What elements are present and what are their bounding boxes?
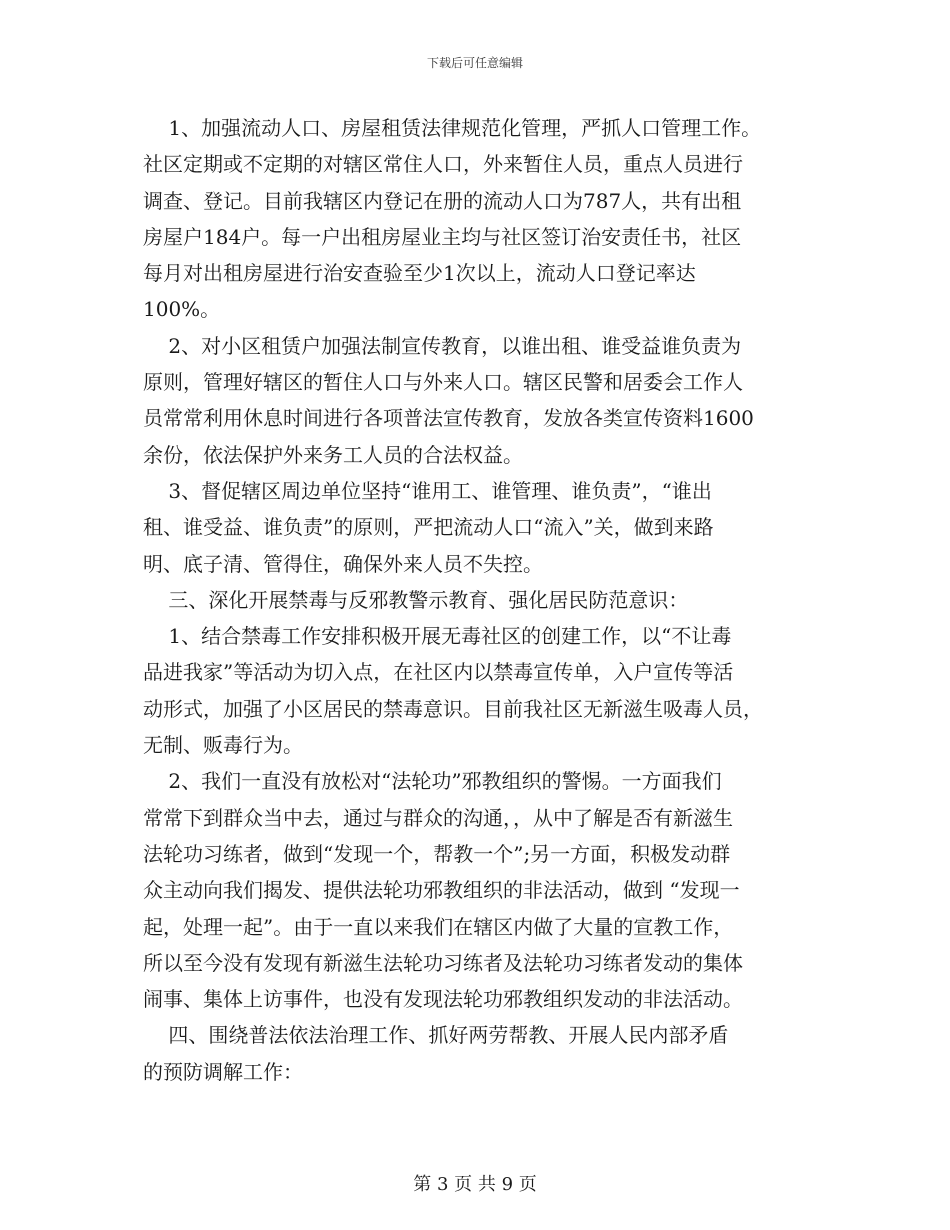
text-line: 调查、登记。目前我辖区内登记在册的流动人口为787人，共有出租 (143, 188, 742, 213)
text-line: 2、对小区租赁户加强法制宣传教育，以谁出租、谁受益谁负责为 (143, 333, 742, 358)
text-line: 众主动向我们揭发、提供法轮功邪教组织的非法活动，做到 “发现一 (143, 878, 740, 903)
page-footer: 第 3 页 共 9 页 (413, 1174, 537, 1195)
page-header: 下载后可任意编辑 (426, 56, 523, 70)
text-line: 四、围绕普法依法治理工作、抓好两劳帮教、开展人民内部矛盾 (143, 1023, 729, 1048)
text-line: 社区定期或不定期的对辖区常住人口，外来暂住人员，重点人员进行 (143, 152, 743, 177)
text-line: 三、深化开展禁毒与反邪教警示教育、强化居民防范意识： (143, 587, 689, 612)
text-line: 每月对出租房屋进行治安查验至少1次以上，流动人口登记率达 (143, 261, 696, 286)
body-text (143, 110, 843, 1090)
text-line: 动形式，加强了小区居民的禁毒意识。目前我社区无新滋生吸毒人员， (143, 696, 763, 721)
text-line: 闹事、集体上访事件，也没有发现法轮功邪教组织发动的非法活动。 (143, 987, 743, 1012)
text-line: 房屋户184户。每一户出租房屋业主均与社区签订治安责任书，社区 (143, 224, 742, 249)
text-line: 租、谁受益、谁负责”的原则，严把流动人口“流入”关，做到来路 (143, 515, 714, 540)
text-line: 1、加强流动人口、房屋租赁法律规范化管理，严抓人口管理工作。 (143, 116, 762, 140)
text-line: 品进我家”等活动为切入点，在社区内以禁毒宣传单，入户宣传等活 (143, 660, 734, 685)
text-line: 余份，依法保护外来务工人员的合法权益。 (143, 442, 523, 467)
text-line: 法轮功习练者，做到“发现一个，帮教一个”;另一方面，积极发动群 (143, 841, 731, 866)
text-line: 无制、贩毒行为。 (143, 733, 303, 758)
text-line: 原则，管理好辖区的暂住人口与外来人口。辖区民警和居委会工作人 (143, 370, 743, 395)
text-line: 明、底子清、管得住，确保外来人员不失控。 (143, 551, 543, 576)
text-line: 2、我们一直没有放松对“法轮功”邪教组织的警惕。一方面我们 (143, 769, 722, 794)
text-line: 员常常利用休息时间进行各项普法宣传教育，发放各类宣传资料1600 (143, 406, 754, 431)
text-line: 起，处理一起”。由于一直以来我们在辖区内做了大量的宣教工作， (143, 914, 734, 939)
text-line: 的预防调解工作： (143, 1059, 303, 1084)
text-line: 3、督促辖区周边单位坚持“谁用工、谁管理、谁负责”，“谁出 (143, 478, 712, 503)
text-line: 1、结合禁毒工作安排积极开展无毒社区的创建工作，以“不让毒 (143, 624, 732, 649)
text-line: 100%。 (143, 297, 221, 322)
text-line: 常常下到群众当中去，通过与群众的沟通，，从中了解是否有新滋生 (143, 805, 733, 830)
text-line: 所以至今没有发现有新滋生法轮功习练者及法轮功习练者发动的集体 (143, 950, 743, 975)
